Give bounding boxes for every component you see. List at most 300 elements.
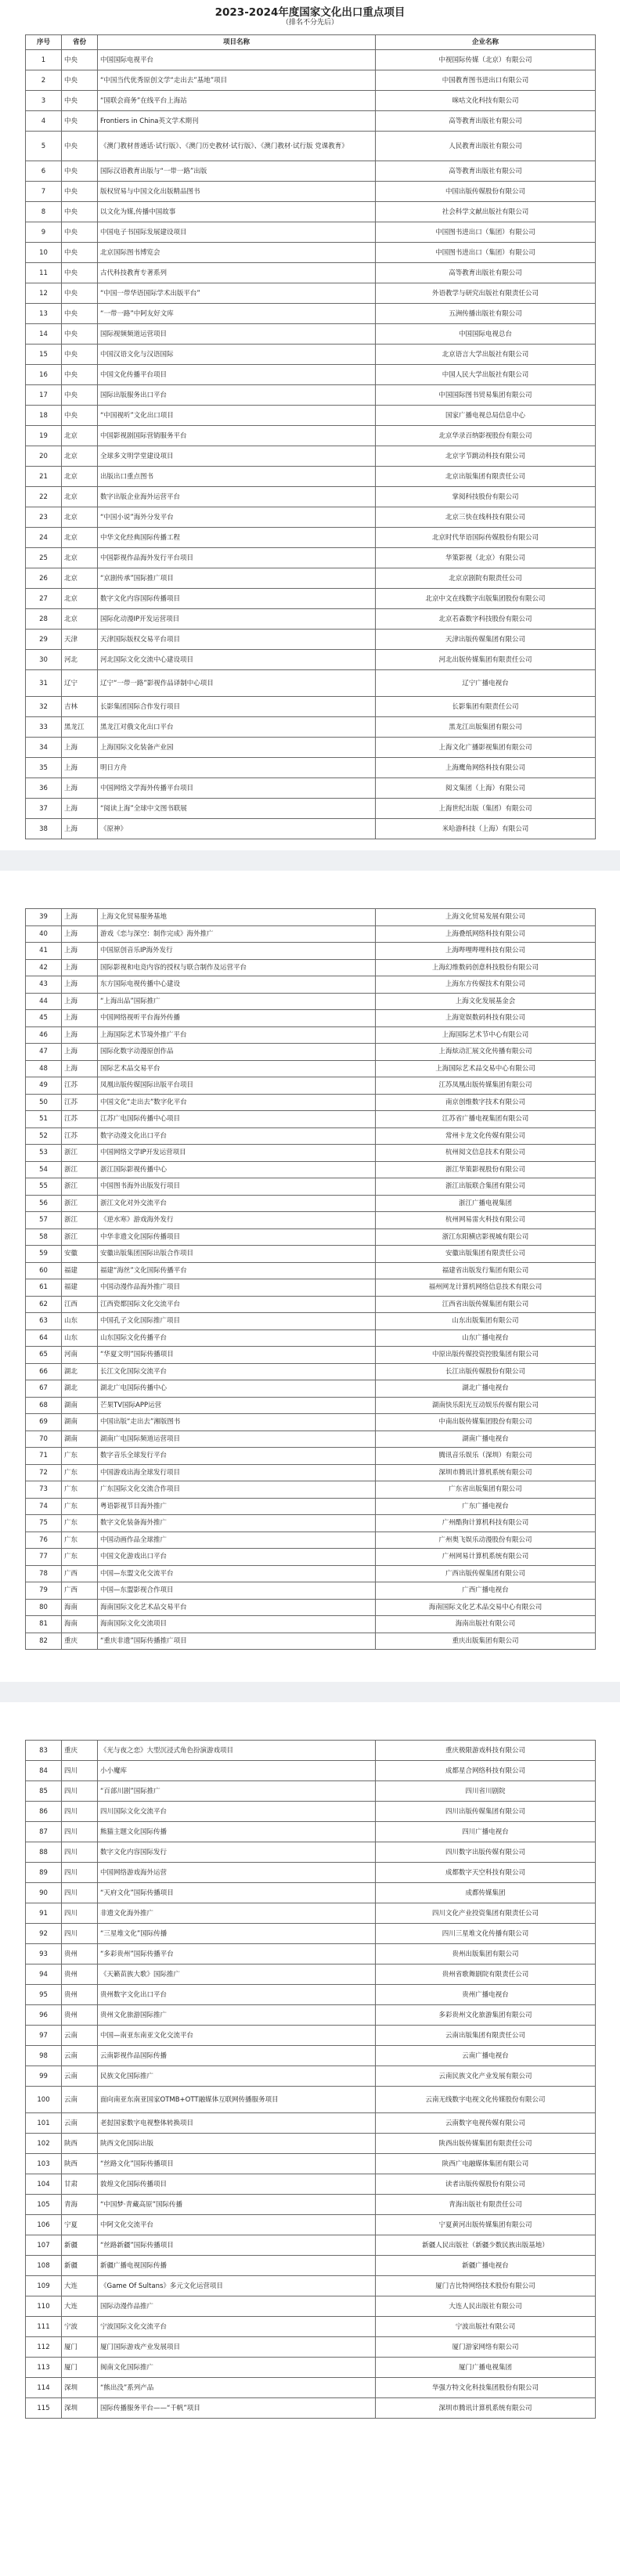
table-row [26,717,596,738]
row-enterprise: 上海鹰角网络科技有限公司 [376,758,596,778]
row-enterprise: 海南国际文化艺术品交易中心有限公司 [376,1599,596,1616]
row-project-name: 天津国际版权交易平台项目 [98,630,376,650]
row-project-name: “国联会商务”在线平台上海站 [98,91,376,111]
row-project-name: 黑龙江对俄文化出口平台 [98,717,376,738]
table-row [26,161,596,182]
row-province: 云南 [62,2066,98,2087]
table-body-part-1 [26,50,596,839]
table-row [26,182,596,202]
row-province: 四川 [62,1924,98,1944]
row-project-name: 中国文化“走出去”数字化平台 [98,1094,376,1111]
row-province: 上海 [62,925,98,943]
table-row [26,778,596,799]
row-number: 4 [26,111,62,132]
row-province: 广东 [62,1532,98,1549]
row-province: 中央 [62,222,98,243]
row-number: 59 [26,1246,62,1263]
table-row [26,1924,596,1944]
row-province: 上海 [62,943,98,960]
table-row [26,1127,596,1145]
table-row [26,609,596,630]
row-number: 50 [26,1094,62,1111]
row-province: 北京 [62,528,98,548]
row-enterprise: 多彩贵州文化旅游集团有限公司 [376,2005,596,2026]
row-number: 24 [26,528,62,548]
project-table-part-3 [25,1740,596,2419]
row-province: 上海 [62,1026,98,1044]
row-project-name: 数字文化内容国际传播项目 [98,589,376,609]
row-project-name: 江西瓷都国际文化交流平台 [98,1296,376,1313]
table-row [26,2337,596,2358]
row-enterprise: 江苏凤凰出版传媒集团有限公司 [376,1077,596,1095]
row-enterprise: 北京三快在线科技有限公司 [376,507,596,528]
row-project-name: 游戏《恋与深空：制作完成》海外推广 [98,925,376,943]
row-number: 3 [26,91,62,111]
row-number: 74 [26,1498,62,1515]
row-project-name: 贵州文化旅游国际推广 [98,2005,376,2026]
row-number: 53 [26,1145,62,1162]
row-province: 浙江 [62,1161,98,1178]
row-enterprise: 中国出版传媒股份有限公司 [376,182,596,202]
row-enterprise: 成都传媒集团 [376,1883,596,1903]
row-province: 广西 [62,1565,98,1582]
table-row [26,304,596,324]
row-province: 重庆 [62,1741,98,1761]
table-row [26,1094,596,1111]
table-header-row [26,35,596,50]
row-province: 北京 [62,487,98,507]
row-province: 新疆 [62,2256,98,2276]
row-province: 河北 [62,650,98,670]
row-project-name: 国际动漫作品推广 [98,2296,376,2317]
table-row [26,1329,596,1347]
row-enterprise: 长江出版传媒股份有限公司 [376,1363,596,1380]
row-number: 37 [26,799,62,819]
row-number: 57 [26,1212,62,1229]
row-province: 广东 [62,1549,98,1566]
row-number: 72 [26,1464,62,1481]
row-number: 9 [26,222,62,243]
row-province: 中央 [62,263,98,283]
row-enterprise: 重庆出版集团有限公司 [376,1633,596,1650]
row-province: 贵州 [62,1964,98,1985]
table-row [26,1397,596,1414]
table-row [26,1044,596,1061]
row-number: 86 [26,1802,62,1822]
row-number: 1 [26,50,62,70]
row-project-name: 浙江国际影视传播中心 [98,1161,376,1178]
row-enterprise: 新疆广播电视台 [376,2256,596,2276]
row-project-name: 粤语影视节目海外推广 [98,1498,376,1515]
row-enterprise: 江西省出版传媒集团有限公司 [376,1296,596,1313]
row-project-name: 明日方舟 [98,758,376,778]
row-province: 中央 [62,406,98,426]
row-enterprise: 中南出版传媒集团股份有限公司 [376,1414,596,1431]
row-province: 湖南 [62,1397,98,1414]
table-row [26,1565,596,1582]
table-row [26,2195,596,2215]
row-province: 山东 [62,1329,98,1347]
row-project-name: 版权贸易与中国文化出版精品图书 [98,182,376,202]
row-province: 贵州 [62,1985,98,2005]
row-project-name: “丝路文化”国际传播项目 [98,2154,376,2174]
project-table-part-2 [25,908,596,1650]
table-row [26,70,596,91]
row-project-name: 陕西文化国际出版 [98,2134,376,2154]
row-enterprise: 安徽出版集团有限责任公司 [376,1246,596,1263]
table-row [26,2046,596,2066]
row-province: 江苏 [62,1127,98,1145]
table-row [26,909,596,926]
row-enterprise: 上海国际艺术节中心有限公司 [376,1026,596,1044]
table-row [26,758,596,778]
row-enterprise: 中国国际电视总台 [376,324,596,345]
row-enterprise: 江苏省广播电视集团有限公司 [376,1111,596,1128]
row-province: 上海 [62,1044,98,1061]
table-body-part-3 [26,1741,596,2419]
table-row [26,2066,596,2087]
document-subtitle: （排名不分先后） [281,19,338,27]
document-title: 2023-2024年度国家文化出口重点项目 [214,6,406,19]
table-row [26,738,596,758]
row-number: 105 [26,2195,62,2215]
table-row [26,1111,596,1128]
table-row [26,1228,596,1246]
row-province: 四川 [62,1903,98,1924]
table-row [26,1515,596,1532]
row-number: 95 [26,1985,62,2005]
row-enterprise: 广州网易计算机系统有限公司 [376,1549,596,1566]
row-enterprise: 辽宁广播电视台 [376,670,596,697]
row-number: 77 [26,1549,62,1566]
table-row [26,1944,596,1964]
row-number: 56 [26,1195,62,1212]
table-row [26,1464,596,1481]
row-province: 云南 [62,2087,98,2113]
row-enterprise: 海南出版社有限公司 [376,1616,596,1633]
table-row [26,1145,596,1162]
row-number: 67 [26,1380,62,1398]
row-enterprise: 上海文化广播影视集团有限公司 [376,738,596,758]
row-enterprise: 湖南快乐阳光互动娱乐传媒有限公司 [376,1397,596,1414]
row-enterprise: 中国图书进出口（集团）有限公司 [376,222,596,243]
row-province: 山东 [62,1313,98,1330]
row-project-name: “天府文化”国际传播项目 [98,1883,376,1903]
row-project-name: 民族文化国际推广 [98,2066,376,2087]
row-project-name: 敦煌文化国际传播项目 [98,2174,376,2195]
row-enterprise: 五洲传播出版社有限公司 [376,304,596,324]
row-enterprise: 宁夏黄河出版传媒集团有限公司 [376,2215,596,2235]
row-enterprise: 腾讯音乐娱乐（深圳）有限公司 [376,1448,596,1465]
row-number: 97 [26,2026,62,2046]
table-row [26,2358,596,2378]
row-enterprise: 北京京剧院有限责任公司 [376,568,596,589]
row-number: 48 [26,1060,62,1077]
row-province: 福建 [62,1279,98,1297]
table-row [26,959,596,976]
table-row [26,1313,596,1330]
row-number: 73 [26,1481,62,1499]
row-number: 112 [26,2337,62,2358]
row-project-name: 中国汉语文化与汉语国际 [98,345,376,365]
row-province: 湖北 [62,1363,98,1380]
row-enterprise: 厦门吉比特网络技术股份有限公司 [376,2276,596,2296]
table-row [26,2134,596,2154]
row-enterprise: 黑龙江出版集团有限公司 [376,717,596,738]
row-project-name: 中国电子书国际发展建设项目 [98,222,376,243]
row-enterprise: 新疆人民出版社（新疆少数民族出版基地） [376,2235,596,2256]
row-project-name: 国际艺术品交易平台 [98,1060,376,1077]
row-province: 四川 [62,1863,98,1883]
row-enterprise: 杭州阅文信息技术有限公司 [376,1145,596,1162]
row-project-name: 贵州数字文化出口平台 [98,1985,376,2005]
column-header-province: 省份 [62,35,98,50]
row-number: 109 [26,2276,62,2296]
row-project-name: 国际影视和电竞内容的授权与联合制作及运营平台 [98,959,376,976]
row-number: 27 [26,589,62,609]
row-enterprise: 天津出版传媒集团有限公司 [376,630,596,650]
table-row [26,1985,596,2005]
row-province: 中央 [62,50,98,70]
row-number: 10 [26,243,62,263]
row-project-name: “中国一带华语国际学术出版平台” [98,283,376,304]
row-province: 陕西 [62,2134,98,2154]
column-header-project: 项目名称 [98,35,376,50]
row-province: 上海 [62,909,98,926]
row-project-name: 中国动漫作品海外推广项目 [98,1279,376,1297]
row-project-name: 数字音乐全球发行平台 [98,1448,376,1465]
row-project-name: 中华文化经典国际传播工程 [98,528,376,548]
row-number: 31 [26,670,62,697]
row-number: 58 [26,1228,62,1246]
row-number: 80 [26,1599,62,1616]
table-row [26,1802,596,1822]
row-project-name: 《澳门教材普通话·试行版》、《澳门历史教材·试行版》、《澳门教材·试行版 党课教育》 [98,132,376,161]
row-number: 71 [26,1448,62,1465]
row-number: 69 [26,1414,62,1431]
table-row [26,650,596,670]
row-project-name: 上海国际文化装备产业园 [98,738,376,758]
table-row [26,1178,596,1196]
row-project-name: 熊猫主题文化国际传播 [98,1822,376,1842]
row-number: 42 [26,959,62,976]
row-number: 100 [26,2087,62,2113]
row-number: 104 [26,2174,62,2195]
row-project-name: “一带一路”中阿友好文库 [98,304,376,324]
row-enterprise: 四川广播电视台 [376,1822,596,1842]
table-row [26,2235,596,2256]
row-project-name: 国际传播服务平台——“千帆”项目 [98,2398,376,2419]
row-number: 26 [26,568,62,589]
row-enterprise: 上海炫动汇展文化传播有限公司 [376,1044,596,1061]
row-project-name: 中国网络游戏海外运营 [98,1863,376,1883]
row-number: 55 [26,1178,62,1196]
row-province: 中央 [62,161,98,182]
row-province: 深圳 [62,2378,98,2398]
row-project-name: 数字文化装备海外推广 [98,1515,376,1532]
row-province: 重庆 [62,1633,98,1650]
table-row [26,202,596,222]
row-project-name: 湖南广电国际频道运营项目 [98,1431,376,1448]
table-row [26,1633,596,1650]
table-row [26,548,596,568]
document-page [25,0,595,839]
table-row [26,324,596,345]
row-number: 66 [26,1363,62,1380]
row-enterprise: 贵州省歌舞剧院有限责任公司 [376,1964,596,1985]
row-project-name: 闽南文化国际推广 [98,2358,376,2378]
table-row [26,507,596,528]
row-province: 浙江 [62,1212,98,1229]
row-project-name: “中国小说”海外分发平台 [98,507,376,528]
row-number: 34 [26,738,62,758]
row-province: 上海 [62,976,98,994]
row-project-name: 海南国际文化艺术品交易平台 [98,1599,376,1616]
row-project-name: 四川国际文化交流平台 [98,1802,376,1822]
row-project-name: 全球多文明学堂建设项目 [98,446,376,467]
table-row [26,1212,596,1229]
row-project-name: 国际化数字动漫原创作品 [98,1044,376,1061]
row-number: 61 [26,1279,62,1297]
row-province: 湖南 [62,1431,98,1448]
table-row [26,2276,596,2296]
row-number: 28 [26,609,62,630]
table-row [26,1026,596,1044]
row-province: 海南 [62,1616,98,1633]
row-number: 106 [26,2215,62,2235]
row-number: 90 [26,1883,62,1903]
row-project-name: 非遗文化海外推广 [98,1903,376,1924]
row-project-name: 中国游戏出海全球发行项目 [98,1464,376,1481]
row-enterprise: 咪咕文化科技有限公司 [376,91,596,111]
row-enterprise: 米哈游科技（上海）有限公司 [376,819,596,839]
row-number: 92 [26,1924,62,1944]
row-number: 70 [26,1431,62,1448]
row-enterprise: 深圳市腾讯计算机系统有限公司 [376,2398,596,2419]
table-row [26,426,596,446]
row-enterprise: 北京出版集团有限责任公司 [376,467,596,487]
row-project-name: 中国图书海外出版发行项目 [98,1178,376,1196]
row-project-name: 古代科技教育专著系列 [98,263,376,283]
row-province: 北京 [62,426,98,446]
row-number: 21 [26,467,62,487]
row-project-name: 中国动画作品全球推广 [98,1532,376,1549]
row-number: 82 [26,1633,62,1650]
row-province: 云南 [62,2113,98,2134]
row-project-name: 中国孔子文化国际推广项目 [98,1313,376,1330]
row-enterprise: 广东省出版集团有限公司 [376,1481,596,1499]
row-province: 大连 [62,2276,98,2296]
table-row [26,2317,596,2337]
row-province: 江苏 [62,1094,98,1111]
row-number: 102 [26,2134,62,2154]
table-row [26,528,596,548]
table-row [26,1616,596,1633]
row-project-name: 江苏广电国际传播中心项目 [98,1111,376,1128]
row-project-name: 国际出版服务出口平台 [98,385,376,406]
row-enterprise: 上海国际艺术品交易中心有限公司 [376,1060,596,1077]
row-enterprise: 重庆极限游戏科技有限公司 [376,1741,596,1761]
row-enterprise: 四川三星堆文化传播有限公司 [376,1924,596,1944]
row-enterprise: 外语教学与研究出版社有限责任公司 [376,283,596,304]
table-row [26,345,596,365]
row-province: 中央 [62,111,98,132]
table-row [26,1161,596,1178]
row-province: 厦门 [62,2358,98,2378]
row-enterprise: 四川省川剧院 [376,1781,596,1802]
table-row [26,976,596,994]
row-project-name: 安徽出版集团国际出版合作项目 [98,1246,376,1263]
row-number: 93 [26,1944,62,1964]
row-project-name: 小小魔库 [98,1761,376,1781]
row-number: 17 [26,385,62,406]
row-project-name: 国际视频频道运营项目 [98,324,376,345]
table-row [26,2296,596,2317]
row-province: 上海 [62,819,98,839]
row-project-name: 《光与夜之恋》大型沉浸式角色扮演游戏项目 [98,1741,376,1761]
row-enterprise: 浙江出版联合集团有限公司 [376,1178,596,1196]
row-enterprise: 北京字节跳动科技有限公司 [376,446,596,467]
document-page [25,908,595,1650]
row-province: 江西 [62,1296,98,1313]
row-province: 浙江 [62,1178,98,1196]
row-province: 宁夏 [62,2215,98,2235]
row-project-name: “三星堆文化”国际传播 [98,1924,376,1944]
row-project-name: 凤凰出版传媒国际出版平台项目 [98,1077,376,1095]
table-row [26,1481,596,1499]
row-enterprise: 陕西广电融媒体集团有限公司 [376,2154,596,2174]
row-number: 68 [26,1397,62,1414]
row-enterprise: 广西出版传媒集团有限公司 [376,1565,596,1582]
row-number: 79 [26,1582,62,1600]
row-number: 96 [26,2005,62,2026]
table-row [26,2154,596,2174]
table-row [26,925,596,943]
page-break-1 [0,850,620,871]
table-row [26,385,596,406]
row-number: 8 [26,202,62,222]
table-row [26,1822,596,1842]
row-province: 上海 [62,758,98,778]
row-province: 中央 [62,345,98,365]
row-number: 113 [26,2358,62,2378]
row-province: 北京 [62,446,98,467]
row-enterprise: 河北出版传媒集团有限责任公司 [376,650,596,670]
row-province: 浙江 [62,1228,98,1246]
table-row [26,91,596,111]
row-project-name: 中国影视剧国际营销服务平台 [98,426,376,446]
row-enterprise: 人民教育出版社有限公司 [376,132,596,161]
row-number: 81 [26,1616,62,1633]
row-number: 91 [26,1903,62,1924]
row-province: 深圳 [62,2398,98,2419]
row-number: 29 [26,630,62,650]
row-province: 上海 [62,1010,98,1027]
row-number: 36 [26,778,62,799]
table-row [26,1599,596,1616]
row-province: 中央 [62,70,98,91]
table-row [26,1060,596,1077]
row-enterprise: 湖北广播电视台 [376,1380,596,1398]
page-break-2 [0,1682,620,1702]
row-project-name: 芒果TV国际APP运营 [98,1397,376,1414]
table-row [26,1077,596,1095]
row-enterprise: 上海世纪出版（集团）有限公司 [376,799,596,819]
table-row [26,263,596,283]
row-province: 吉林 [62,697,98,717]
table-row [26,670,596,697]
table-row [26,50,596,70]
